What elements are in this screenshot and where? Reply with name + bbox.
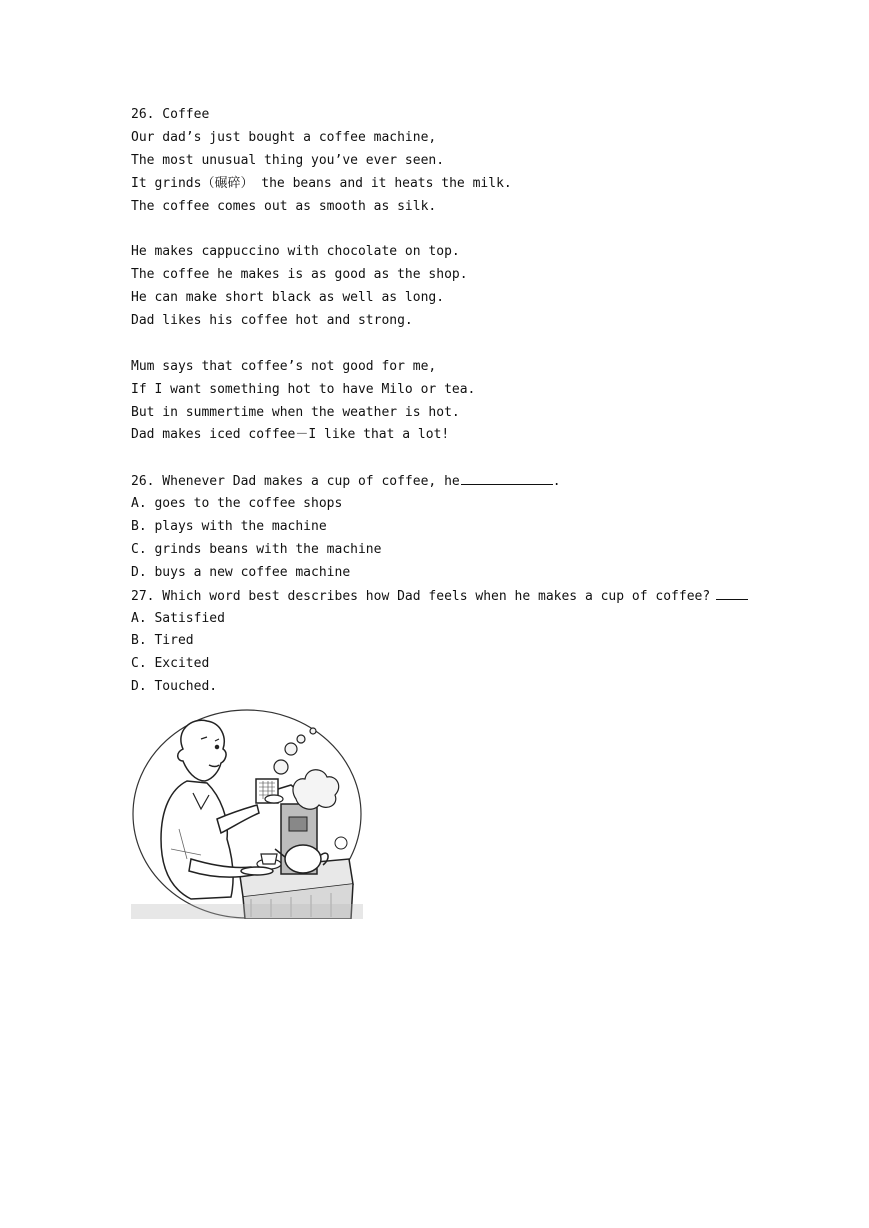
poem-stanza-1 <box>131 127 831 219</box>
question-stem <box>131 470 831 493</box>
question-end: . <box>552 474 561 490</box>
poem-line: The most unusual thing you’ve ever seen. <box>131 152 445 168</box>
steam-clouds-shape <box>274 728 339 809</box>
answer-option: A. goes to the coffee shops <box>131 496 343 512</box>
poem-line: If I want something hot to have Milo or tea. <box>131 381 476 397</box>
stanza-spacer <box>131 333 831 356</box>
answer-option: D. buys a new coffee machine <box>131 564 351 580</box>
question-text: 27. Which word best describes how Dad feels when he makes a cup of coffee? <box>131 588 711 604</box>
poem-stanza-3 <box>131 356 831 448</box>
poem-line: The coffee he makes is as good as the shop. <box>131 267 468 283</box>
question-26 <box>131 470 831 584</box>
poem-stanza-2 <box>131 241 831 333</box>
poem-line: Our dad’s just bought a coffee machine, <box>131 129 437 145</box>
ground-shading <box>131 904 363 919</box>
answer-option: C. grinds beans with the machine <box>131 541 382 557</box>
stanza-spacer <box>131 218 831 241</box>
question-27 <box>131 585 831 699</box>
answer-option: B. Tired <box>131 633 194 649</box>
answer-option: A. Satisfied <box>131 610 225 626</box>
question-text: 26. Whenever Dad makes a cup of coffee, he <box>131 474 460 490</box>
stanza-spacer <box>131 447 831 470</box>
poem-line: But in summertime when the weather is hot. <box>131 404 460 420</box>
poem-title: 26. Coffee <box>131 107 210 122</box>
poem-line: Mum says that coffee’s not good for me, <box>131 358 437 374</box>
answer-blank[interactable] <box>461 470 553 485</box>
poem-line: He makes cappuccino with chocolate on top. <box>131 244 460 260</box>
question-stem <box>131 585 831 608</box>
poem-line: Dad makes iced coffee－I like that a lot! <box>131 427 450 443</box>
poem-line: He can make short black as well as long. <box>131 290 445 306</box>
dad-making-coffee-illustration <box>131 709 363 919</box>
answer-option: B. plays with the machine <box>131 519 327 535</box>
man-figure-shape <box>161 720 273 899</box>
answer-option: D. Touched. <box>131 679 218 695</box>
answer-option: C. Excited <box>131 656 210 672</box>
answer-blank[interactable] <box>716 585 748 600</box>
poem-line: It grinds（碾碎） the beans and it heats the milk. <box>131 175 512 191</box>
worksheet <box>131 104 831 923</box>
poem-line: Dad likes his coffee hot and strong. <box>131 313 413 329</box>
poem-line: The coffee comes out as smooth as silk. <box>131 198 437 214</box>
